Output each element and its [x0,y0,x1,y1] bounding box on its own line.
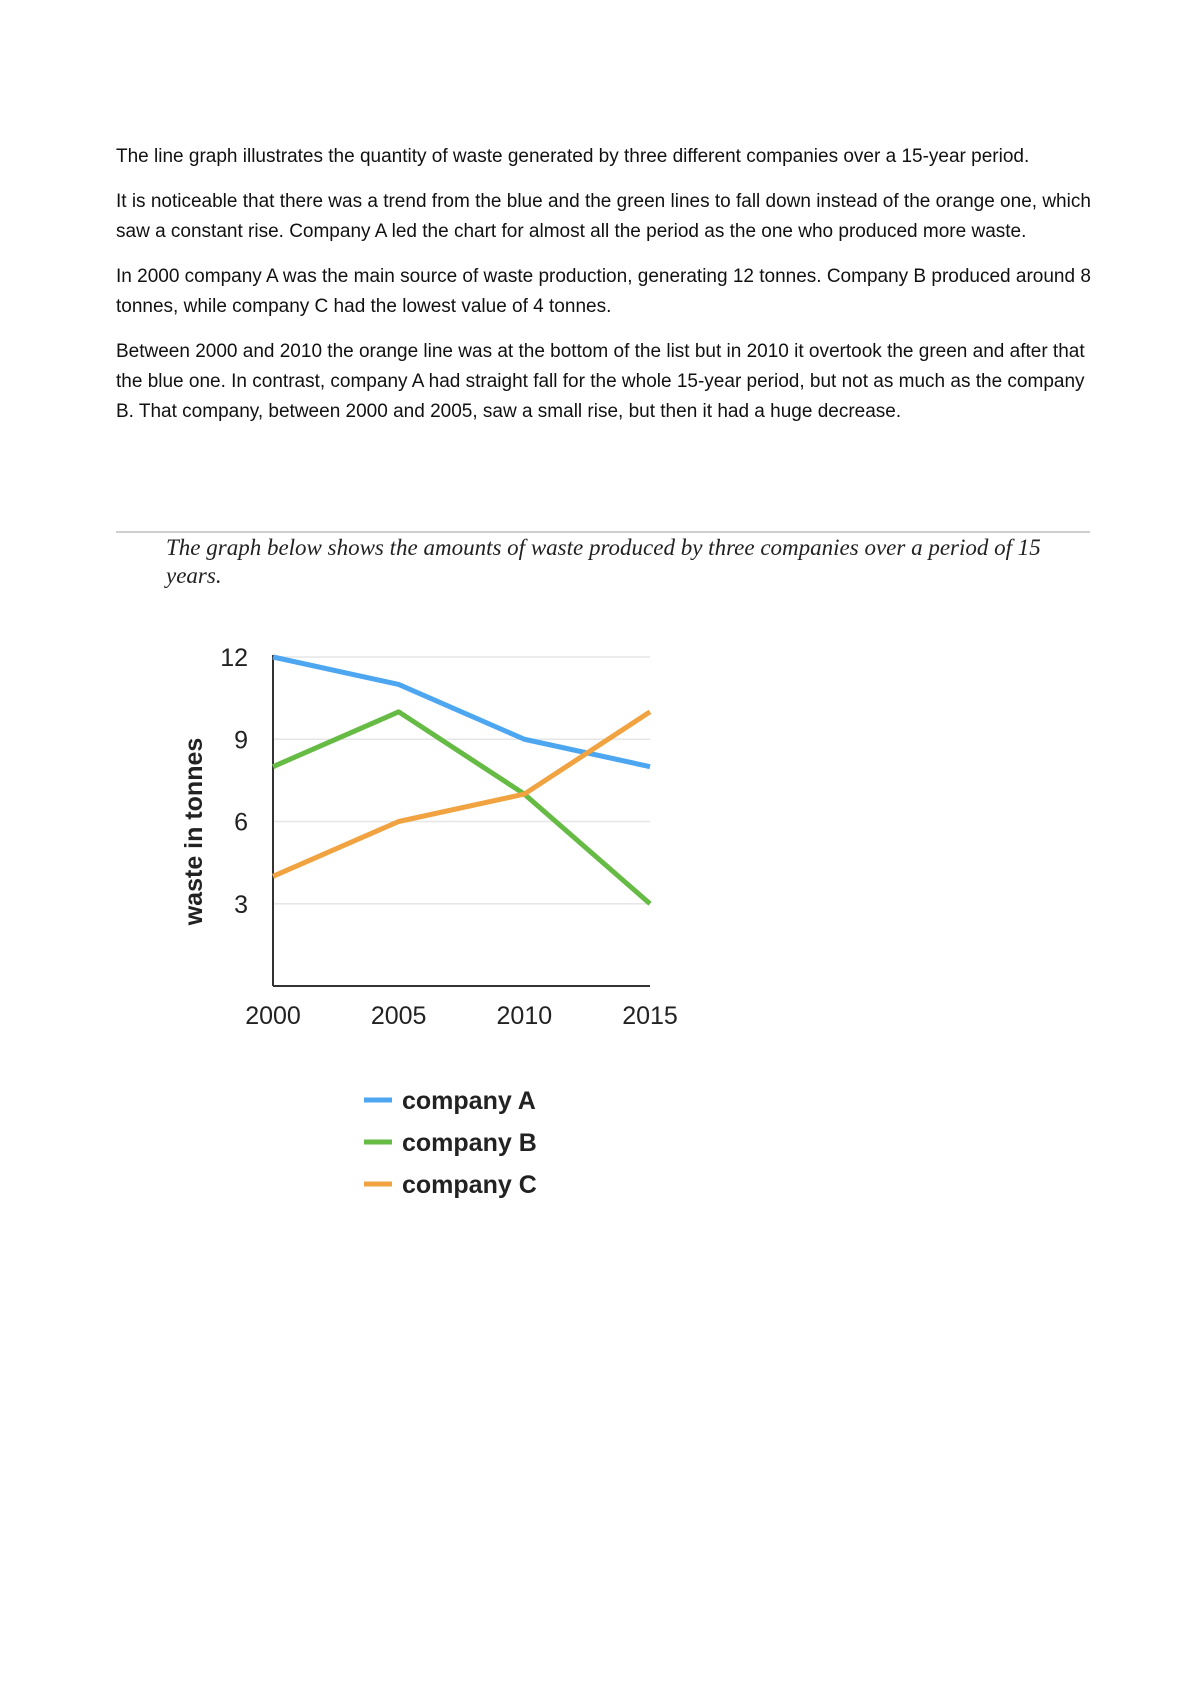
y-axis-title: waste in tonnes [180,737,208,926]
series-line-company-a [273,657,650,767]
y-tick-label: 9 [234,726,248,755]
legend-label: company C [402,1171,537,1199]
x-tick-label: 2005 [370,1002,427,1030]
series [273,657,650,904]
essay-paragraph: In 2000 company A was the main source of waste production, generating 12 tonnes. Company B produced around 8 tonnes, while company C had the lowest value of 4 tonnes. [116,266,1091,317]
axes [273,655,650,986]
task-prompt: The graph below shows the amounts of waste produced by three companies over a period of 15 years. [166,535,1041,588]
essay-paragraph: The line graph illustrates the quantity of waste generated by three different companies over a 15-year period. [116,146,1030,167]
x-tick-label: 2015 [622,1002,678,1030]
series-line-company-b [273,712,650,904]
legend-label: company A [402,1087,536,1115]
essay-text [116,142,1106,442]
divider [116,531,1090,533]
legend-label: company B [402,1129,537,1157]
essay-paragraph: Between 2000 and 2010 the orange line was at the bottom of the list but in 2010 it overtook the green and after that the blue one. In contrast, company A had straight fall for the whole 15-year period, but not as much as the company B. That company, between 2000 and 2005, saw a small rise, but then it had a huge decrease. [116,341,1085,422]
legend [364,1087,537,1199]
x-tick-label: 2000 [245,1002,301,1030]
series-line-company-c [273,712,650,877]
tick-labels [180,644,678,1030]
x-tick-label: 2010 [496,1002,553,1030]
y-tick-label: 12 [220,644,248,672]
y-tick-label: 6 [234,808,248,837]
grid [273,657,650,904]
essay-paragraph: It is noticeable that there was a trend from the blue and the green lines to fall down instead of the orange one, which saw a constant rise. Company A led the chart for almost all the period as the one who produced more waste. [116,191,1091,242]
y-tick-label: 3 [234,890,248,919]
